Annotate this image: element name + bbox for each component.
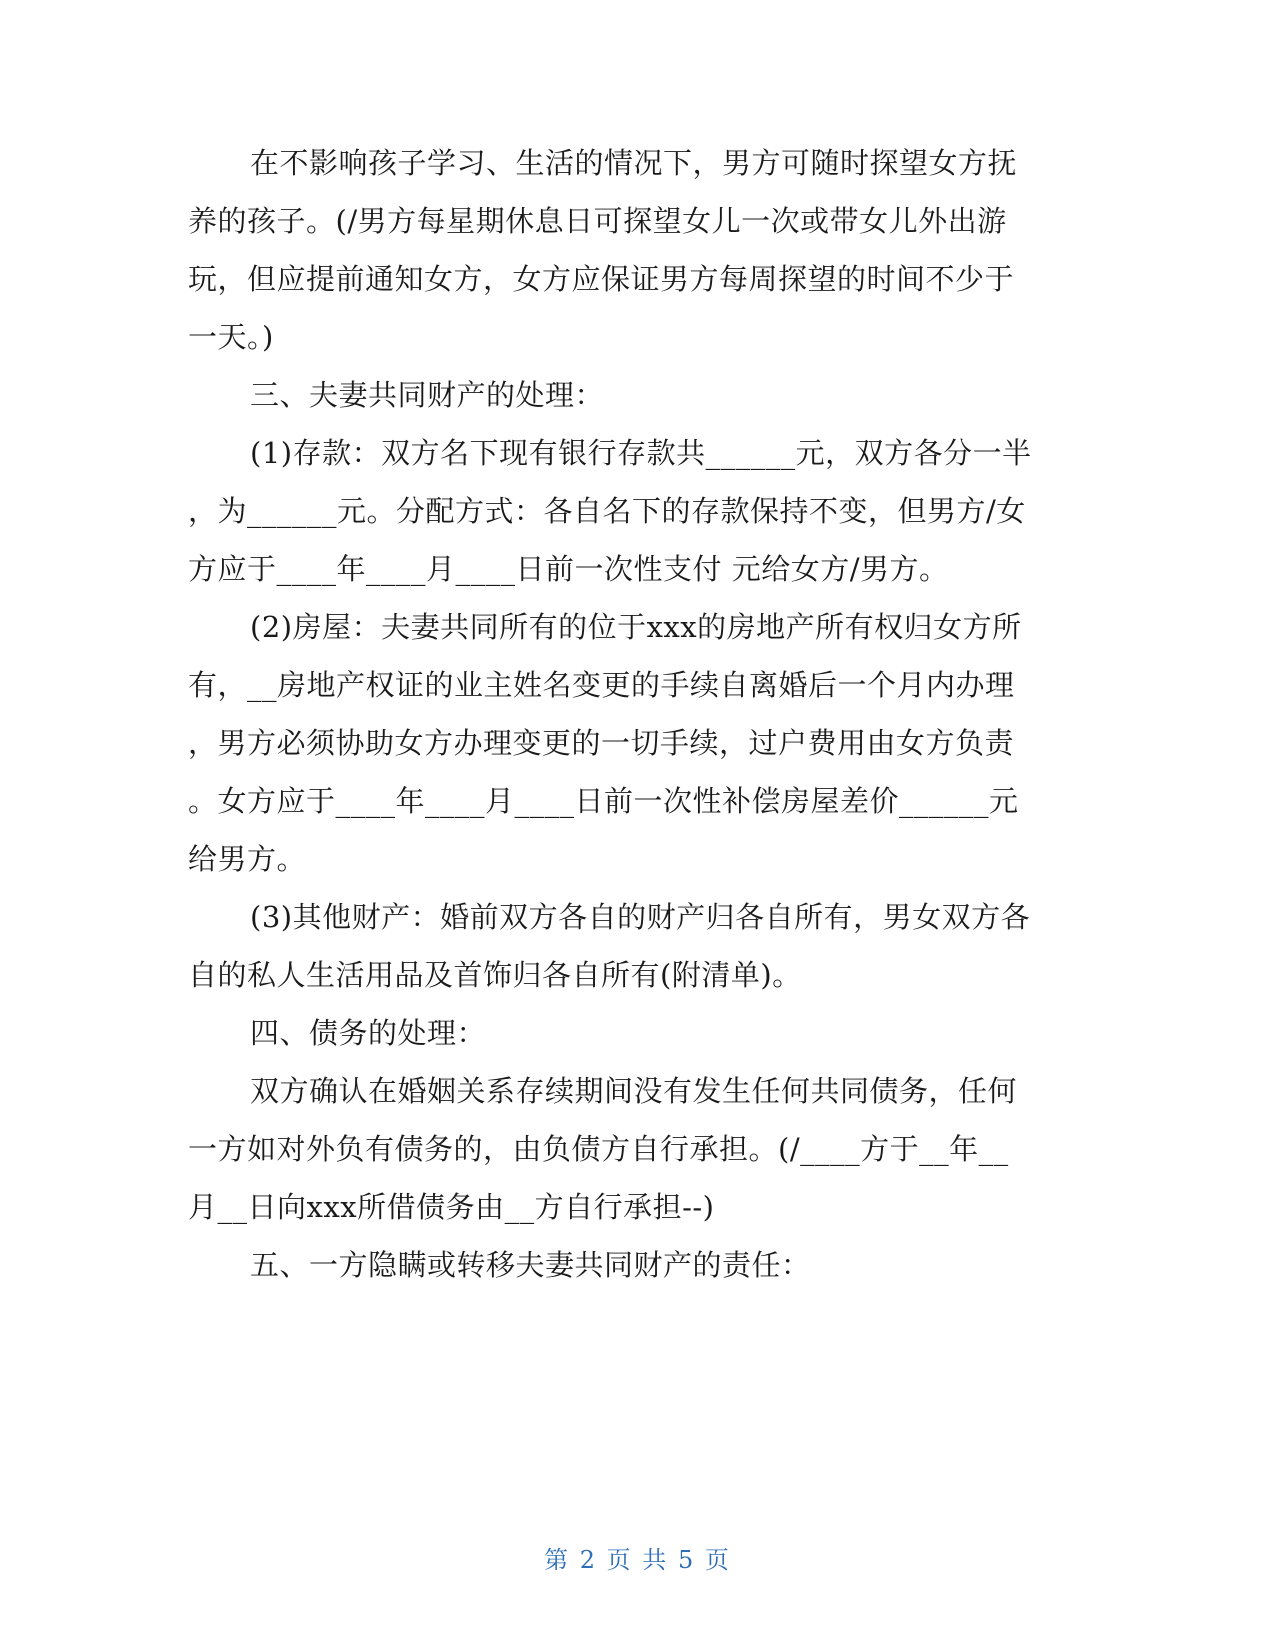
section-heading-concealment: 五、一方隐瞒或转移夫妻共同财产的责任： [250, 1248, 811, 1282]
paragraph-visitation-line-2: 养的孩子。(/男方每星期休息日可探望女儿一次或带女儿外出游 [188, 204, 1007, 238]
paragraph-visitation-line-4: 一天。) [188, 320, 274, 354]
paragraph-house-line-2: 有，__房地产权证的业主姓名变更的手续自离婚后一个月内办理 [188, 668, 1015, 702]
paragraph-house-line-5: 给男方。 [188, 842, 307, 876]
paragraph-house-line-1: (2)房屋：夫妻共同所有的位于xxx的房地产所有权归女方所 [250, 610, 1022, 644]
paragraph-house-line-3: ，男方必须协助女方办理变更的一切手续，过户费用由女方负责 [188, 726, 1015, 760]
paragraph-visitation-line-3: 玩，但应提前通知女方，女方应保证男方每周探望的时间不少于 [188, 262, 1015, 296]
paragraph-deposit-line-1: (1)存款：双方名下现有银行存款共______元，双方各分一半 [250, 436, 1032, 470]
paragraph-deposit-line-3: 方应于____年____月____日前一次性支付 元给女方/男方。 [188, 552, 949, 586]
page-number-footer [0, 1545, 1275, 1575]
paragraph-deposit-line-2: ，为______元。分配方式：各自名下的存款保持不变，但男方/女 [188, 494, 1026, 528]
paragraph-visitation-line-1: 在不影响孩子学习、生活的情况下，男方可随时探望女方抚 [250, 146, 1018, 180]
paragraph-other-property-line-1: (3)其他财产：婚前双方各自的财产归各自所有，男女双方各 [250, 900, 1031, 934]
paragraph-debt-line-2: 一方如对外负有债务的，由负债方自行承担。(/____方于__年__ [188, 1132, 1009, 1166]
page-number-label: 第 2 页 共 5 页 [544, 1546, 731, 1574]
paragraph-house-line-4: 。女方应于____年____月____日前一次性补偿房屋差价______元 [188, 784, 1019, 818]
paragraph-debt-line-3: 月__日向xxx所借债务由__方自行承担--) [188, 1190, 715, 1224]
section-heading-property: 三、夫妻共同财产的处理： [250, 378, 605, 412]
section-heading-debt: 四、债务的处理： [250, 1016, 487, 1050]
paragraph-debt-line-1: 双方确认在婚姻关系存续期间没有发生任何共同债务，任何 [250, 1074, 1018, 1108]
paragraph-other-property-line-2: 自的私人生活用品及首饰归各自所有(附清单)。 [188, 958, 802, 992]
